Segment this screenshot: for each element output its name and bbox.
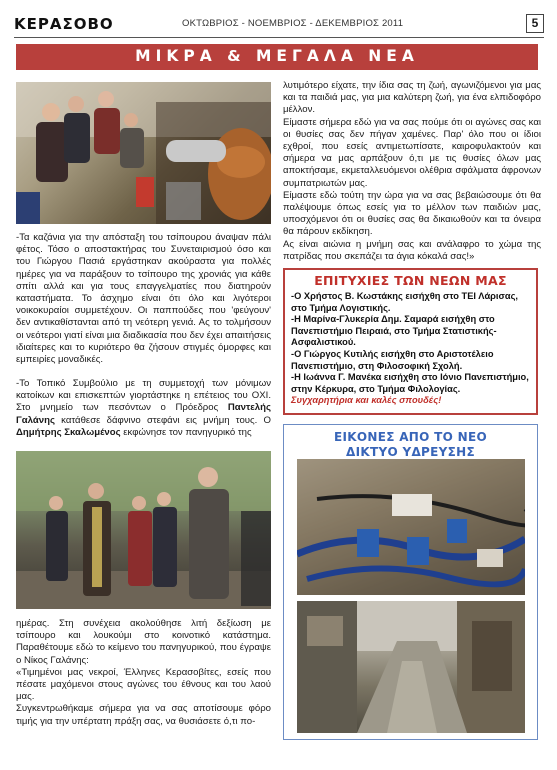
street-photo — [297, 601, 525, 733]
speech-paragraph-6: Ας είναι αιώνια η μνήμη σας και ανάλαφρο το χώμα της πατρίδας που σκεπάζει τα άγια κόκαλά σας!» — [283, 238, 541, 262]
water-network-title — [284, 430, 537, 460]
council-continuation: ημέρας. Στη συνέχεια ακολούθησε λιτή δεξίωση με τσίπουρο και λουκούμι στο κοινοτικό κατάστημα. Παραθέτουμε εδώ το κείμενο του πανηγυρικού, που έγραψε ο Νίκος Γαλάνης: — [16, 618, 271, 666]
issue-date: ΟΚΤΩΒΡΙΟΣ - ΝΟΕΜΒΡΙΟΣ - ΔΕΚΕΜΒΡΙΟΣ 2011 — [182, 18, 404, 29]
section-banner — [16, 44, 538, 70]
success-item: -Ο Χρήστος Β. Κωστάκης εισήχθη στο ΤΕΙ Λάρισας, στο Τμήμα Λογιστικής. — [291, 291, 518, 313]
speech-paragraph-2: Συγκεντρωθήκαμε σήμερα για να σας αποτίσουμε φόρο τιμής για την υπέρτατη πράξη σας, να θυσιάσετε ό,τι πο- — [16, 703, 271, 727]
success-item: -Η Ιωάννα Γ. Μανέκα εισήχθη στο Ιόνιο Πανεπιστήμιο, στην Κέρκυρα, στο Τμήμα Φιλολογίας. — [291, 372, 529, 394]
success-wish: Συγχαρητήρια και καλές σπουδές! — [291, 395, 442, 406]
success-item: -Ο Γιώργος Κυτιλής εισήχθη στο Αριστοτέλειο Πανεπιστήμιο, στη Φιλοσοφική Σχολή. — [291, 348, 494, 371]
council-speaker-name: Δημήτρης Σκαλωμένος — [16, 426, 121, 438]
water-pipes-photo — [297, 459, 525, 595]
distillery-caption — [16, 232, 271, 366]
page-number: 5 — [526, 14, 544, 33]
council-paragraph — [16, 378, 271, 439]
water-title-line-1: ΕΙΚΟΝΕΣ ΑΠΟ ΤΟ ΝΕΟ — [334, 430, 487, 444]
ceremony-photo — [16, 451, 271, 609]
speech-article — [16, 618, 271, 728]
council-end: εκφώνησε τον πανηγυρικό της — [120, 426, 252, 438]
speech-paragraph-1: «Τιμημένοι μας νεκροί, Έλληνες Κερασοβίτες, εσείς που πέσατε μαχόμενοι στους αγώνες του έθνους και του λαού μας. — [16, 666, 271, 703]
council-mid: κατάθεσε δάφνινο στεφάνι εις μνήμη τους. Ο — [54, 414, 271, 426]
header-divider — [14, 37, 544, 38]
distillery-photo — [16, 82, 271, 224]
distillery-text: -Τα καζάνια για την απόσταξη του τσίπουρου άναψαν πάλι φέτος. Τόσο ο αποστακτήρας του Συνεταιρισμού όσο και του Γιώργου Πασιά εργάστηκαν ακούραστα για πολλές ημέρες για να παράξουν το τσίπουρο της χρονιάς για κάθε σπίτι αλλά και για τους επαγγελματίες που διατηρούν καταστήματα. Το άσχημο είναι ότι όλο και λιγότεροι νοικοκυραίοι συμμετέχουν. Οι παππούδες που 'φεύγουν' δεν αντικαθίστανται από τη νεότερη γενιά. Ας το τολμήσουν οι νεότεροι γιατί είναι μια διαδικασία που δεν έχει απαιτήσεις ιδιαίτερες και το κυριότερο θα ζήσουν στιγμές όμορφες και εμπειρίες μοναδικές. — [16, 232, 271, 366]
speech-paragraph-4: Είμαστε σήμερα εδώ για να σας πούμε ότι οι αγώνες σας και οι θυσίες σας δεν πήγαν χαμένες. Παρ' όλο που οι ίδιοι εχθροί, που εσείς αντιμετωπίσατε, καιροφυλακτούν και σήμερα να μας αρπάξουν ό,τι με τις θυσίες όλων μας αποκτήσαμε, εκμεταλλευόμενοι ολέθρια σφάλματα άφρονων συμπατριωτών μας. — [283, 116, 541, 189]
speech-paragraph-5: Είμαστε εδώ τούτη την ώρα για να σας βεβαιώσουμε ότι θα παλέψουμε όπως εσείς για το μέλλον των παιδιών μας, υποσχόμενοι ότι οι θυσίες σας θα δικαιωθούν και τα όνειρα θα πάρουν εκδίκηση. — [283, 189, 541, 238]
section-title: ΜΙΚΡΑ & ΜΕΓΑΛΑ ΝΕΑ — [135, 47, 419, 65]
newspaper-title: ΚΕΡΑΣΟΒΟ — [14, 15, 114, 33]
speech-continuation — [283, 80, 541, 263]
success-box — [283, 268, 538, 415]
council-president-name: Παντελής Γαλάνης — [16, 402, 271, 426]
water-title-line-2: ΔΙΚΤΥΟ ΥΔΡΕΥΣΗΣ — [346, 445, 475, 459]
council-intro: -Το Τοπικό Συμβούλιο με τη συμμετοχή των μόνιμων κατοίκων και επισκεπτών γιορτάστηκε η επέτειος του ΟΧΙ. Στο μνημείο των πεσόντων ο Πρόεδρος — [16, 378, 271, 414]
council-article — [16, 378, 271, 439]
success-item: -Η Μαρίνα-Γλυκερία Δημ. Σαμαρά εισήχθη στο Πανεπιστήμιο Πειραιά, στο Τμήμα Στατιστικής-Ασφαλιστικού. — [291, 314, 497, 348]
success-title: ΕΠΙΤΥΧΙΕΣ ΤΩΝ ΝΕΩΝ ΜΑΣ — [314, 273, 507, 288]
speech-paragraph-3: λυτιμότερο είχατε, την ίδια σας τη ζωή, αγωνιζόμενοι για μας και τα παιδιά μας, για μια καλύτερη ζωή, για ένα ελπιδοφόρο μέλλον. — [283, 80, 541, 116]
masthead — [14, 14, 544, 34]
